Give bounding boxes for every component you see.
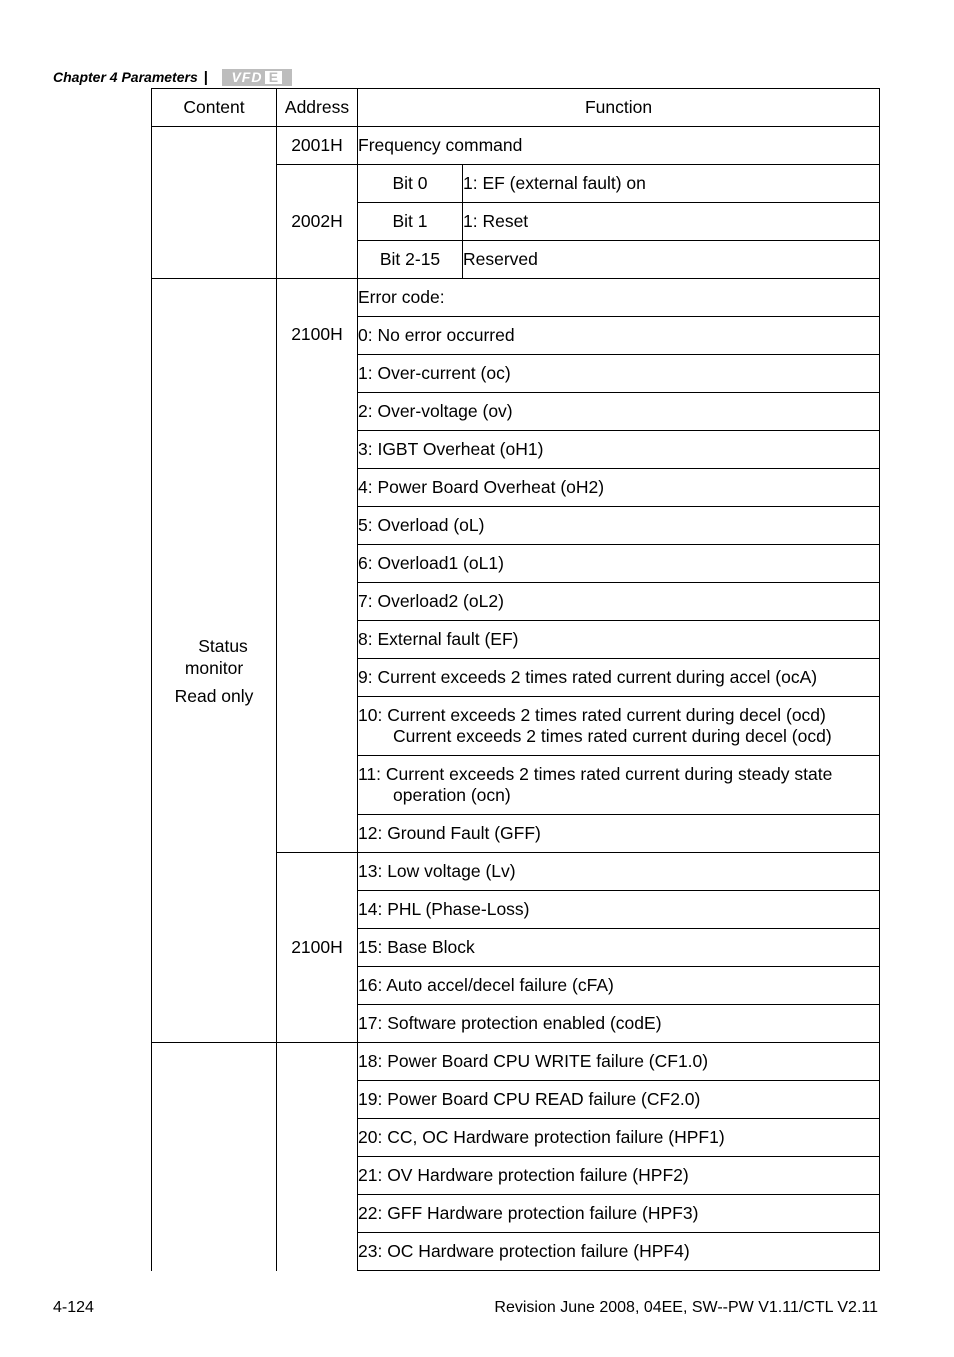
bit-description: 1: Reset [463, 203, 880, 241]
chapter-title: Chapter 4 Parameters [53, 69, 198, 85]
bit-description: Reserved [463, 241, 880, 279]
logo-text: VFD [231, 69, 263, 85]
error-10-line2: Current exceeds 2 times rated current during decel (ocd) [393, 726, 832, 746]
error-code-row: 0: No error occurred [358, 317, 880, 355]
error-code-row: 15: Base Block [358, 929, 880, 967]
error-code-row: 20: CC, OC Hardware protection failure (HPF1) [358, 1119, 880, 1157]
error-code-row: Error code: [358, 279, 880, 317]
error-code-row: 3: IGBT Overheat (oH1) [358, 431, 880, 469]
content-cell-blank [152, 1043, 277, 1271]
error-code-row-10 [358, 697, 880, 756]
error-11-line2: operation (ocn) [393, 785, 511, 805]
error-11-line1: 11: Current exceeds 2 times rated current during steady state [358, 764, 833, 784]
error-code-row: 18: Power Board CPU WRITE failure (CF1.0) [358, 1043, 880, 1081]
table-header-row [152, 89, 880, 127]
table-row [152, 127, 880, 165]
content-cell-blank [152, 127, 277, 279]
error-code-row: 5: Overload (oL) [358, 507, 880, 545]
address-2100h-a [277, 279, 358, 853]
col-header-content: Content [152, 89, 277, 127]
address-2001h: 2001H [277, 127, 358, 165]
bit-label: Bit 2-15 [358, 241, 463, 279]
error-code-row: 14: PHL (Phase-Loss) [358, 891, 880, 929]
error-code-row: 9: Current exceeds 2 times rated current during accel (ocA) [358, 659, 880, 697]
col-header-function: Function [358, 89, 880, 127]
vfd-e-logo [222, 69, 292, 86]
table-row [152, 279, 880, 317]
content-monitor-label: monitor [184, 657, 244, 678]
address-cell-blank [277, 1043, 358, 1271]
error-code-row: 21: OV Hardware protection failure (HPF2) [358, 1157, 880, 1195]
parameter-table [151, 88, 880, 1271]
error-code-row: 22: GFF Hardware protection failure (HPF3) [358, 1195, 880, 1233]
error-code-row: 13: Low voltage (Lv) [358, 853, 880, 891]
bit-label: Bit 0 [358, 165, 463, 203]
table-row [152, 1043, 880, 1081]
revision-note: Revision June 2008, 04EE, SW--PW V1.11/CTL V2.11 [494, 1299, 878, 1316]
bit-label: Bit 1 [358, 203, 463, 241]
error-code-row-11 [358, 756, 880, 815]
error-code-row: 19: Power Board CPU READ failure (CF2.0) [358, 1081, 880, 1119]
error-code-row: 7: Overload2 (oL2) [358, 583, 880, 621]
error-code-row: 1: Over-current (oc) [358, 355, 880, 393]
col-header-address: Address [277, 89, 358, 127]
error-10-line1: 10: Current exceeds 2 times rated current during decel (ocd) [358, 705, 826, 725]
error-code-row: 17: Software protection enabled (codE) [358, 1005, 880, 1043]
address-2100h-b: 2100H [277, 853, 358, 1043]
content-status-monitor [152, 279, 277, 1043]
function-frequency-command: Frequency command [358, 127, 880, 165]
error-code-row: 8: External fault (EF) [358, 621, 880, 659]
error-code-row: 16: Auto accel/decel failure (cFA) [358, 967, 880, 1005]
error-code-row: 23: OC Hardware protection failure (HPF4) [358, 1233, 880, 1271]
content-read-only-label: Read only [174, 685, 254, 706]
header-separator: | [203, 68, 208, 86]
error-code-row: 2: Over-voltage (ov) [358, 393, 880, 431]
error-code-row: 4: Power Board Overheat (oH2) [358, 469, 880, 507]
page-number: 4-124 [53, 1299, 94, 1316]
logo-badge: E [265, 71, 282, 84]
error-code-row: 12: Ground Fault (GFF) [358, 815, 880, 853]
page-header [53, 66, 292, 88]
address-2100h-a-label: 2100H [291, 324, 343, 344]
address-2002h: 2002H [277, 165, 358, 279]
error-code-row: 6: Overload1 (oL1) [358, 545, 880, 583]
content-status-label: Status [198, 635, 248, 656]
bit-description: 1: EF (external fault) on [463, 165, 880, 203]
